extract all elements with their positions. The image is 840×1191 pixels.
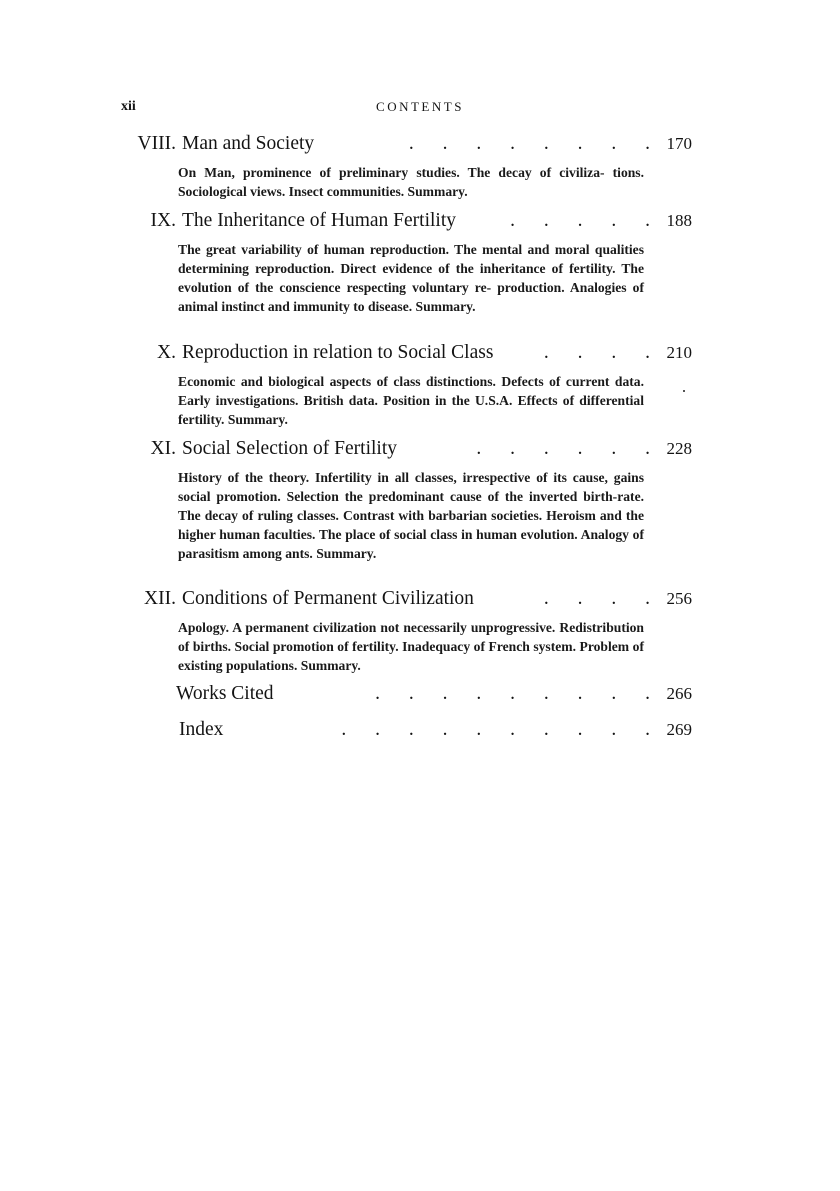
chapter-page: 228 [666, 439, 692, 458]
leader-dots: . . . . . . . . . . [341, 719, 662, 740]
chapter-numeral: VIII. [137, 133, 176, 154]
chapter-title: Social Selection of Fertility [182, 438, 398, 459]
chapter-title: The Inheritance of Human Fertility [182, 210, 456, 231]
chapter-page: 256 [666, 589, 692, 608]
leader-dots: . . . . . . [476, 438, 662, 459]
chapter-page: 188 [666, 211, 692, 230]
chapter-title: Conditions of Permanent Civilization [182, 588, 474, 609]
stray-print-mark [683, 390, 685, 392]
leader-dots: . . . . . . . . [408, 133, 662, 154]
chapter-summary: Economic and biological aspects of class distinctions. Defects of current data. Early investigations. British data. Position in the U.S.A. Effects of differential fertility. Summary. [178, 374, 644, 427]
running-head: CONTENTS [376, 99, 464, 114]
chapter-summary: On Man, prominence of preliminary studies. The decay of civiliza- tions. Sociological views. Insect communities. Summary. [178, 165, 644, 199]
leader-dots: . . . . . . . . . [375, 683, 662, 704]
chapter-page: 170 [666, 134, 692, 153]
back-matter-page: 269 [666, 720, 692, 739]
back-matter-page: 266 [666, 684, 692, 703]
leader-dots: . . . . . [510, 210, 662, 231]
back-matter-title: Index [179, 719, 224, 740]
leader-dots: . . . . [543, 588, 662, 609]
page-number: xii [121, 99, 136, 114]
chapter-numeral: XII. [144, 588, 176, 609]
chapter-summary: History of the theory. Infertility in all classes, irrespective of its cause, gains social promotion. Selection the predominant cause of the inverted birth-rate. The decay of ruling classes. Contrast with barbarian societies. Heroism and the higher human faculties. The place of social class in human evolution. Analogy of parasitism among ants. Summary. [178, 470, 644, 561]
chapter-numeral: X. [157, 342, 176, 363]
chapter-numeral: XI. [150, 438, 176, 459]
back-matter-title: Works Cited [176, 683, 274, 704]
chapter-numeral: IX. [150, 210, 176, 231]
leader-dots: . . . . [543, 342, 662, 363]
chapter-title: Reproduction in relation to Social Class [182, 342, 494, 363]
chapter-summary: Apology. A permanent civilization not necessarily unprogressive. Redistribution of births. Social promotion of fertility. Inadequacy of French system. Problem of existing populations. Summary. [178, 620, 644, 673]
chapter-page: 210 [666, 343, 692, 362]
chapter-summary: The great variability of human reproduction. The mental and moral qualities determining reproduction. Direct evidence of the inheritance of fertility. The evolution of the conscience respecting voluntary re- production. Analogies of animal instinct and immunity to disease. Summary. [178, 242, 644, 314]
chapter-title: Man and Society [182, 133, 315, 154]
